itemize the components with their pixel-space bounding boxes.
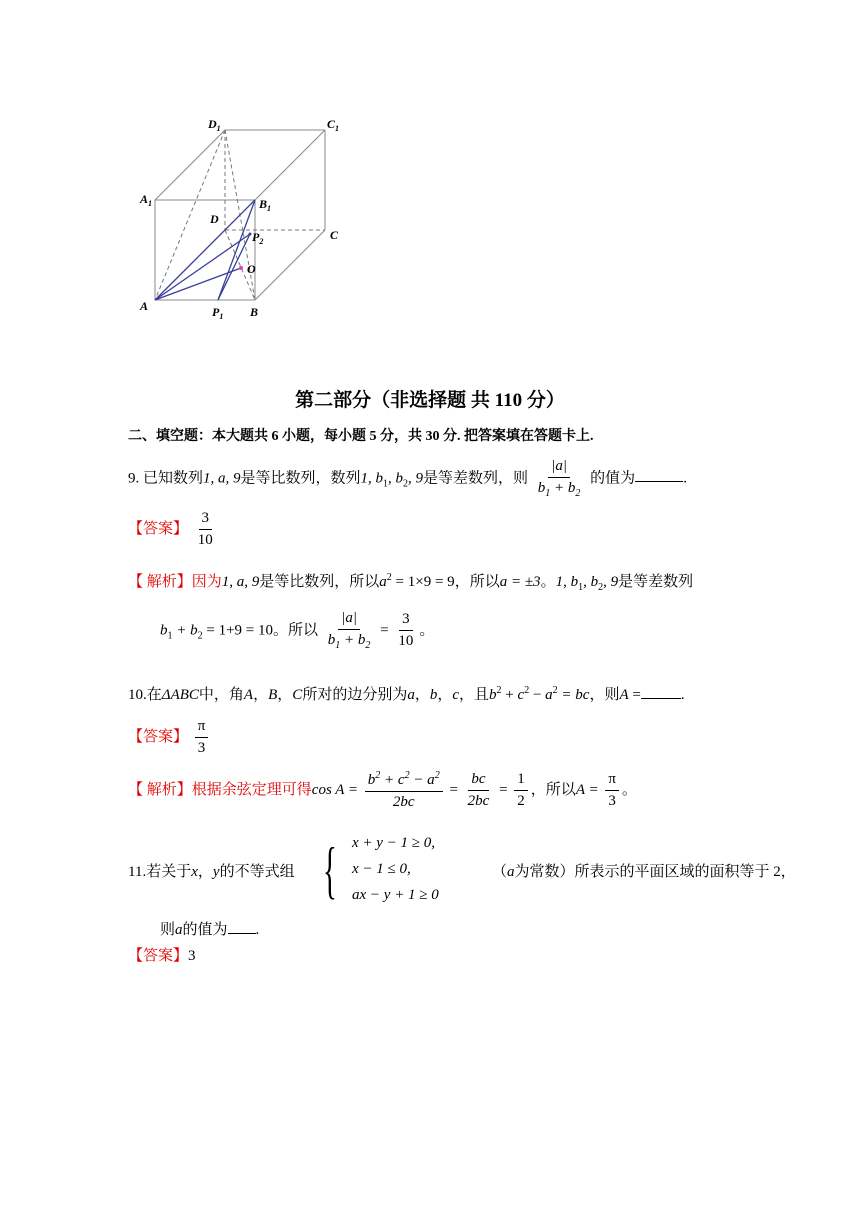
label-b1: $B_1$ bbox=[259, 197, 272, 213]
q10-analysis: 【 解析】根据余弦定理可得cos A = $\frac{b^2 + c^2 - a^2}{2bc}$ = $\frac{bc}{2bc}$ = $\frac{1}{2}$ ，所以A = $\frac{\pi}{3}$ 。 bbox=[128, 770, 637, 811]
q10-stem: 10.在ΔABC中，角A，B，C所对的边分别为a，b，c，且$b^2 + c^2 - a^2$ = bc，则A = . bbox=[128, 685, 685, 703]
label-c: C bbox=[330, 228, 339, 242]
q11-answer: 【答案】3 bbox=[128, 948, 196, 964]
section-instruction: 二、填空题：本大题共 6 小题，每小题 5 分，共 30 分. 把答案填在答题卡上. bbox=[128, 429, 594, 444]
q11-stem: 11.若关于x，y的不等式组 bbox=[128, 864, 295, 880]
q9-analysis-1: 【 解析】因为1, a, 9是等比数列，所以$a^2 = 1\times 9 = 9$，所以a = ±3。1, $b_1$, $b_2$, 9是等差数列 bbox=[128, 572, 694, 593]
label-b: B bbox=[250, 305, 259, 319]
q11-brace: { bbox=[323, 834, 337, 905]
q9-stem: 9. 已知数列1, a, 9是等比数列，数列1, $b_1$, $b_2$, 9是等差数列，则 $\frac{|a|}{b_1 + b_2}$ 的值为 . bbox=[128, 458, 687, 500]
label-d: D bbox=[210, 212, 219, 226]
label-a: A bbox=[140, 299, 149, 313]
label-d1: $D_1$ bbox=[208, 117, 221, 133]
cube-figure bbox=[130, 110, 360, 325]
q9-analysis-2: $b_1 + b_2 = 1+9 = 10$。所以 $\frac{|a|}{b_1 + b_2}$ = $\frac{3}{10}$ 。 bbox=[160, 610, 435, 652]
label-c1: $C_1$ bbox=[327, 117, 340, 133]
q9-answer: 【答案】 $\frac{3}{10}$ bbox=[128, 510, 213, 549]
label-p2: $P_2$ bbox=[252, 230, 264, 246]
q11-stem-2: 则a的值为 . bbox=[160, 922, 260, 938]
label-p1: $P_1$ bbox=[212, 305, 224, 321]
q11-condition: （a为常数）所表示的平面区域的面积等于 2， bbox=[492, 864, 796, 880]
q10-answer: 【答案】 $\frac{\pi}{3}$ bbox=[128, 718, 211, 758]
label-o: O bbox=[247, 262, 256, 276]
q11-system: x + y − 1 ≥ 0, x − 1 ≤ 0, ax − y + 1 ≥ 0 bbox=[352, 835, 439, 903]
label-a1: $A_1$ bbox=[140, 192, 153, 208]
section-title: 第二部分（非选择题 共 110 分） bbox=[295, 390, 565, 411]
